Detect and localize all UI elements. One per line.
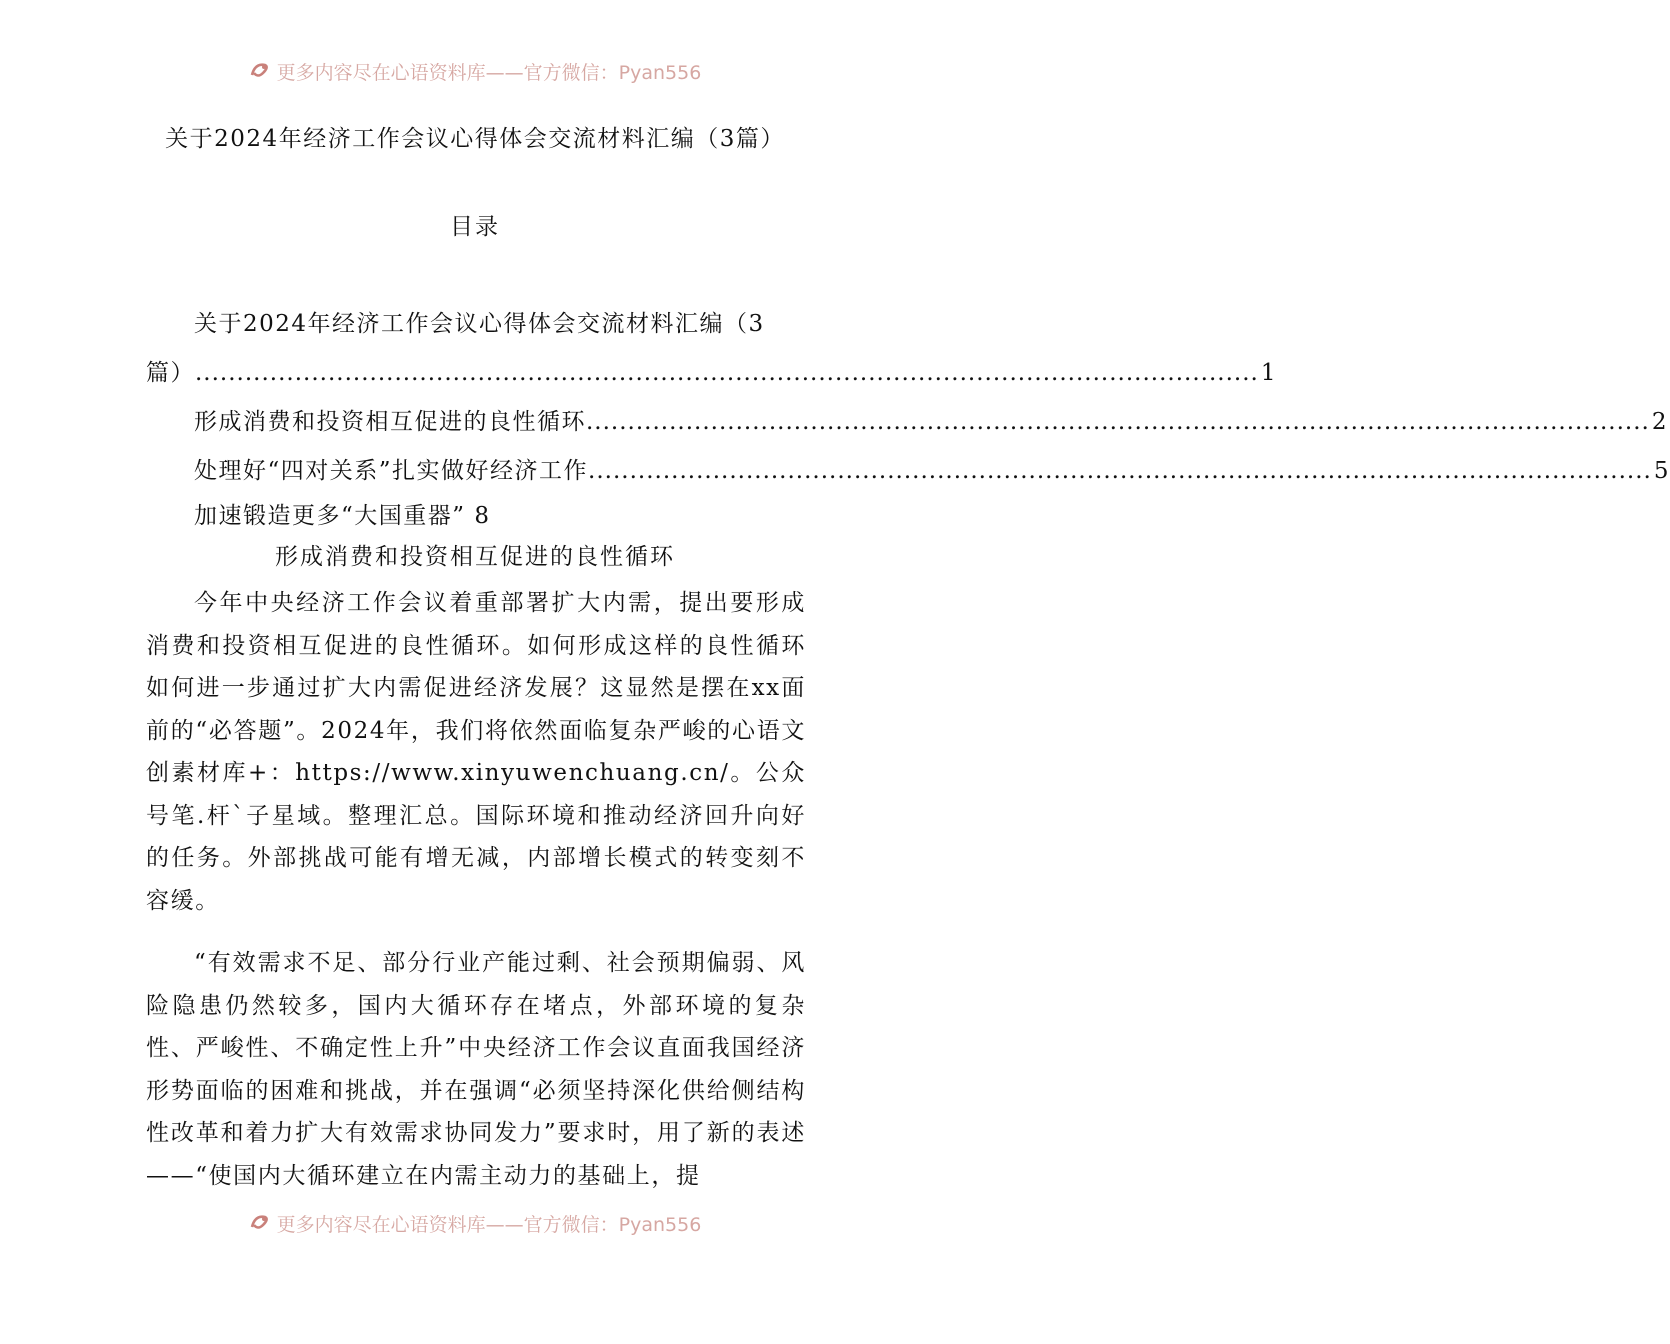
toc-entry-1-page: 1 <box>1260 360 1277 386</box>
watermark-top <box>0 58 950 84</box>
section-title: 形成消费和投资相互促进的良性循环 <box>275 544 675 570</box>
toc-leader: ................................................................................................................................ <box>588 458 1652 484</box>
watermark-bottom <box>0 1210 950 1236</box>
logo-icon <box>249 61 271 86</box>
toc-entry-1-line-2[interactable] <box>146 349 1277 398</box>
watermark-text: 更多内容尽在心语资料库——官方微信：Pyan556 <box>276 1214 702 1236</box>
paragraph-1: 今年中央经济工作会议着重部署扩大内需，提出要形成消费和投资相互促进的良性循环。如何形成这样的良性循环如何进一步通过扩大内需促进经济发展？这显然是摆在xx面前的“必答题”。2024年，我们将依然面临复杂严峻的心语文创素材库+：https://www.xinyuwenchuang.cn/。公众号笔.杆`子星域。整理汇总。国际环境和推动经济回升向好的任务。外部挑战可能有增无减，内部增长模式的转变刻不容缓。 <box>146 590 806 914</box>
toc-entry-2[interactable] <box>146 398 1668 447</box>
toc-leader: ................................................................................................................................ <box>195 360 1259 386</box>
toc-entry-3-page: 5 <box>1653 458 1670 484</box>
table-of-contents <box>146 300 1670 536</box>
toc-entry-1-title-end: 篇） <box>146 360 195 386</box>
document-title: 关于2024年经济工作会议心得体会交流材料汇编（3篇） <box>165 126 785 152</box>
body-text <box>146 582 806 1197</box>
toc-entry-1-line-1[interactable]: 关于2024年经济工作会议心得体会交流材料汇编（3 <box>194 311 765 337</box>
toc-entry-2-title: 形成消费和投资相互促进的良性循环 <box>194 409 586 435</box>
logo-icon <box>249 1213 271 1238</box>
toc-entry-4[interactable]: 加速锻造更多“大国重器” 8 <box>194 503 491 529</box>
toc-entry-3-title: 处理好“四对关系”扎实做好经济工作 <box>194 458 589 484</box>
toc-entry-2-page: 2 <box>1651 409 1668 435</box>
paragraph-2: “有效需求不足、部分行业产能过剩、社会预期偏弱、风险隐患仍然较多，国内大循环存在堵点，外部环境的复杂性、严峻性、不确定性上升”中央经济工作会议直面我国经济形势面临的困难和挑战，并在强调“必须坚持深化供给侧结构性改革和着力扩大有效需求协同发力”要求时，用了新的表述——“使国内大循环建立在内需主动力的基础上，提 <box>146 950 806 1189</box>
watermark-text: 更多内容尽在心语资料库——官方微信：Pyan556 <box>276 62 702 84</box>
toc-leader: ................................................................................................................................ <box>586 409 1650 435</box>
toc-heading: 目录 <box>450 214 500 240</box>
toc-entry-3[interactable] <box>146 447 1670 496</box>
